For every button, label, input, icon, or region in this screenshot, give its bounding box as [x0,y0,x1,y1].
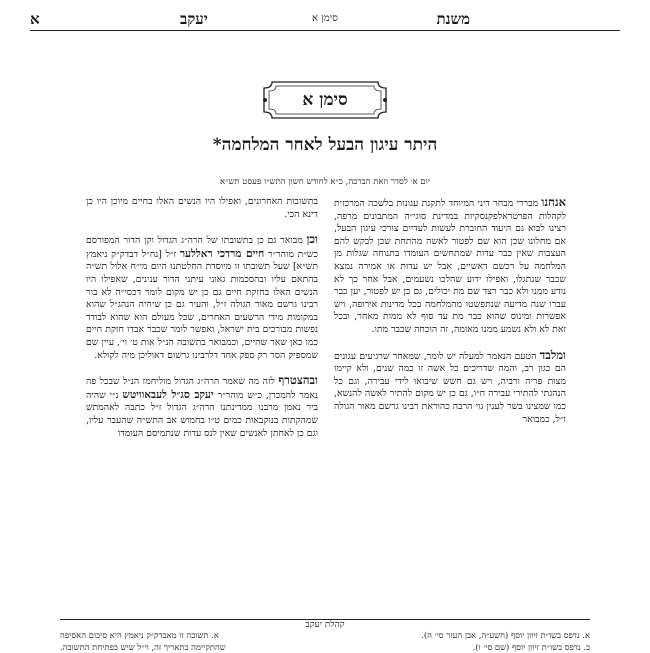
paragraph [86,374,318,440]
page-number: א [30,10,40,28]
lead-word: ובהצטרף [278,373,318,388]
footnote: ב. נדפס בשו״ת זיוון יוסף (שם סי׳ ו). [472,642,590,652]
paragraph [334,196,566,337]
rabbi-name: יעקב סג״ל לעבאוויטש [122,388,214,401]
paragraph-text: בתשובות האחרונים, ואפילו היו הנשים האלו בחיים מיוכן היו כן דינא הכי. [86,196,318,220]
siman-label: סימן א [302,90,348,110]
lead-word: וכן [306,232,318,247]
header-rule [30,30,620,31]
left-column [86,196,318,626]
chapter-title: היתר עיגון הבעל לאחר המלחמה* [212,135,438,155]
header-title-right: משנת [436,10,470,28]
paragraph-text: הטעם הנאמר למעלה יש לומר, שמאחר שרגיעים עגונים הם כגון רב, והמה שדריכים כל אשה זו כמה שנים, ולא קיימו מצות פריה ורביה, ויש גם חשש שיבואו לידי עבירה, וגם כל הנהגתי להתירי עבירה ח״ו, גם כן יש מקום להתיר לאשה להנשא, כמו שמצינו בשר לענין גוי הרבה כהוראת רבינו גרשם מאור הגולה ז״ל, כמבואר [334,350,566,425]
paragraph [334,349,566,427]
lead-word: אנחנו [541,195,566,209]
footnote: א. נדפס בשו״ת זיוון יוסף (חשע״ה, אבן העזר סי׳ ה). [421,630,590,640]
paragraph-text: נ״י שהיה ביר נאמן מרבנו ממדינתנו הרה״ג הגדול ז״ל כתבה לאהמתש שמהקתות בנוקבאות כמים ט״ו בחמוש אב התש״ה שהעבר עליו, וגם כן לאחתן לאנשים שאין לנס עדות שנתמיסם העומדו [86,389,318,439]
paragraph-text: מבואר גם כן בתשובתו של הרה״ג הגדול וקן הדור המפורסם כש״ת מוהר״ר [86,235,318,260]
siman-ornament-box [262,80,388,120]
lead-word: ומלבד [539,347,566,362]
paragraph [86,233,318,362]
right-column [334,196,566,626]
paragraph-text: לזה מה שאמר הרה״ג הגדול מוליחמז הנ״ל שבכל פה נאמר להמכרן, כ״ש מוהר״ר [86,376,318,401]
header-title-left: יעקב [180,10,208,28]
footnote: שהתקיימה בתאריך זה, וי״ל שיש בפתיחת התשובה. [60,642,226,652]
footnote-heading-text: קהלת יעקב [297,620,352,630]
paragraph-text: מבררי מבחר דיני המיוחד לתקנת עגונות בלשכה המרכזית לקהלות הפרטראלפקנסקיות במדינת סוגי״ה המתבונים מרפה, רצינו לבוא גם היעוד החוברת לעשות לעדיים צורכי עיגון הבעל, אם מחלונו שכן הוא שם לפטור לאשה מהתחת שכן לבקש להם העצבות שאין כבר עדות שמתחשים העומדו בתנוחה שגלות מן המלחמה על רכשם דאשיים, אבל יש עדות או אמירה נמצא שכבר שנתגלו, ואפילו ידוע שהלכו נשעמים, אבל אחר כך לא נודע ממנו ולא כבר רצד שם מת יכולים, גם כן יש לפטור, יען כבר עברו שנה מדיעה שנתפשטו מהמלחמה בכל מדינות אירופה, ויש אפשרות ומינוס שהוא כבר מת עד סוף לא ממות מאחר, ובכל זאת לא ולא נשמע ממנו מאומה, זה הוכחה שכבר מתו. [334,198,566,335]
rabbi-name: חיים מרדכי ראללער [179,247,265,260]
header-siman-label: סימן א [312,13,338,24]
paragraph-text: ז״ל [נח״ל דבדק״ק ניאמץ תש״א] שעל תשובתו זו מיוסדת החלטתנו היום מי״ח אלול תש״ה בהתאם עליו ובהסכמות גאוני עיתני הדור ענינים, שאפילו היו הנשים האלו בחזקת חיים גם כן יש מקום לומר דכסי״ה לא בור רבינו גרשם מאור הגולה ז״ל, והעיר גם כן שיהיה הנהג״ל שהוא במקומות מידי הרשעים האחרים, שכל מעולם הוא שהוא לבודד נפשות מבורכים בית ישראל, ואפשר לומר שכבר אבדו חזקת חיים כמו כאן שאר שהיים, וכמבואר בתשובה הנ״ל אות ט׳ וי׳, עיין שם שמספיק הסר רק ספק אחד דלרבינו גרשום דאוליכן מיה לקולא. [86,248,318,361]
paragraph [86,196,318,221]
date-line: יום א׳ לסדר וזאת הברכה, כ״א לחודש חשון התש״ו פעסט תש״א [219,177,431,187]
footnote-heading [0,612,650,631]
footnote: א. תשובה זו מאבדק״ק ניאמץ היא סיכום האסיפה [60,630,219,640]
